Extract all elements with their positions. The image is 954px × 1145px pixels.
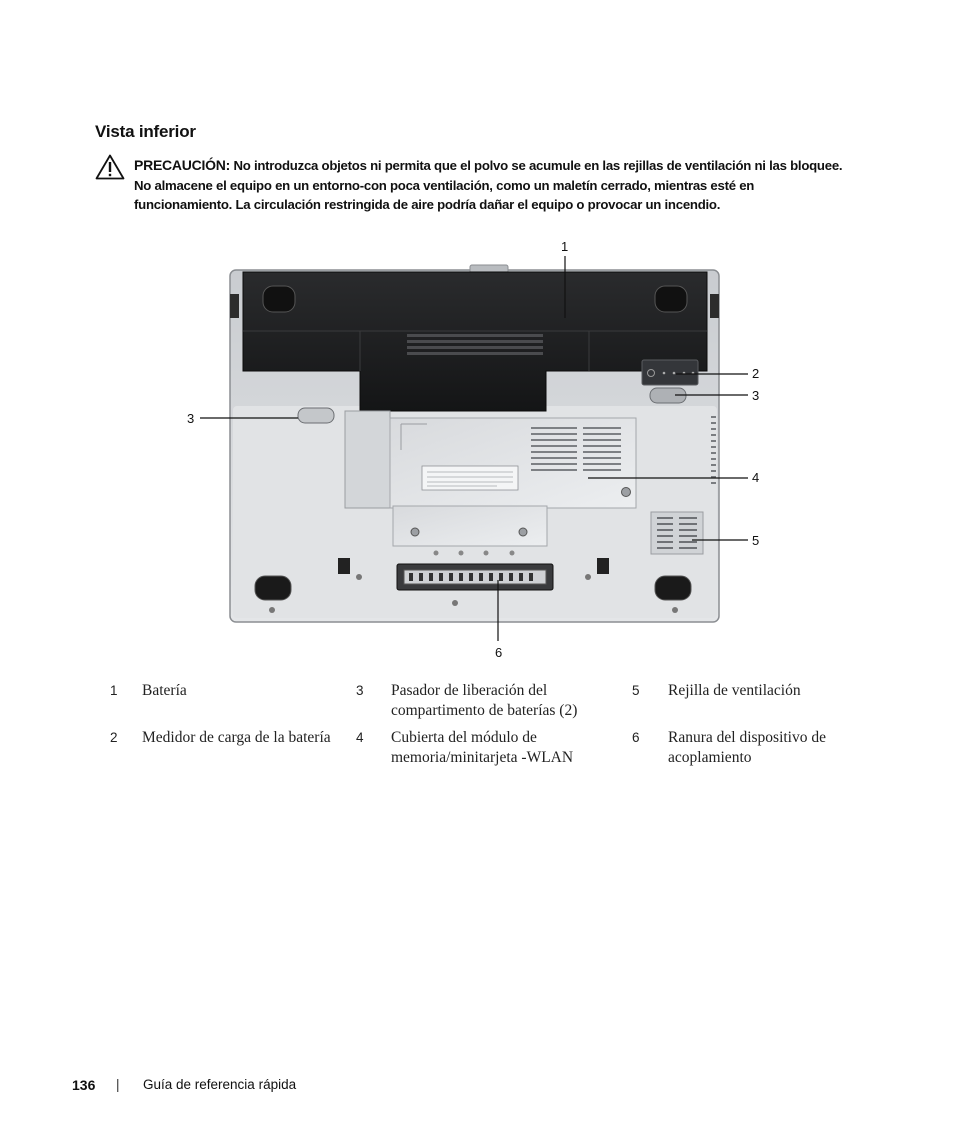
callout-2: 2: [752, 366, 760, 381]
callout-4: 4: [752, 470, 760, 485]
laptop-bottom-illustration: [185, 236, 775, 661]
section-title: Vista inferior: [95, 122, 196, 141]
footer-separator: |: [116, 1077, 120, 1092]
callout-3-left: 3: [187, 411, 195, 426]
callout-1: 1: [561, 239, 569, 254]
page-number: 136: [72, 1077, 96, 1093]
footer-title: Guía de referencia rápida: [143, 1077, 297, 1092]
battery-charge-gauge: [642, 360, 698, 385]
caution-text: [134, 156, 849, 215]
page: Vista inferior PRECAUCIÓN: No introduzca objetos ni permita que el polvo se acumule en las rejillas de ventilación ni las bloquee. No almacene el equipo en un entorno-con poca ventilación, como un maletín cerrado, mientras esté en funcionamiento. La circulación restringida de aire podría dañar el equipo o provocar un incendio. 1 2 3 3 4 5 6 1 Batería 2 Medidor de carga de la batería 3 Pasador de liberación del compartimento de baterías (2) 4 Cubierta del módulo de memoria/minitarjeta -WLAN 5 Rejilla de ventilación 6 Ranura del dispositivo de acoplamiento 136 | Guía de referencia rápida: [0, 0, 954, 1145]
battery-release-latch-left[interactable]: [298, 408, 334, 423]
caution-body: No introduzca objetos ni permita que el polvo se acumule en las rejillas de ventilación ni las bloquee. No almacene el equipo en un entorno-con poca ventilación, como un maletín cerrado, mientras esté en funcionamiento. La circulación restringida de aire podría dañar el equipo o provocar un incendio.: [134, 158, 843, 212]
callout-3-right: 3: [752, 388, 760, 403]
caution-label: PRECAUCIÓN:: [134, 157, 231, 173]
callout-6: 6: [495, 645, 503, 660]
laptop-bottom-view-figure: [185, 236, 775, 661]
callout-5: 5: [752, 533, 760, 548]
docking-connector: [397, 564, 553, 590]
warning-triangle-icon: [95, 154, 125, 180]
